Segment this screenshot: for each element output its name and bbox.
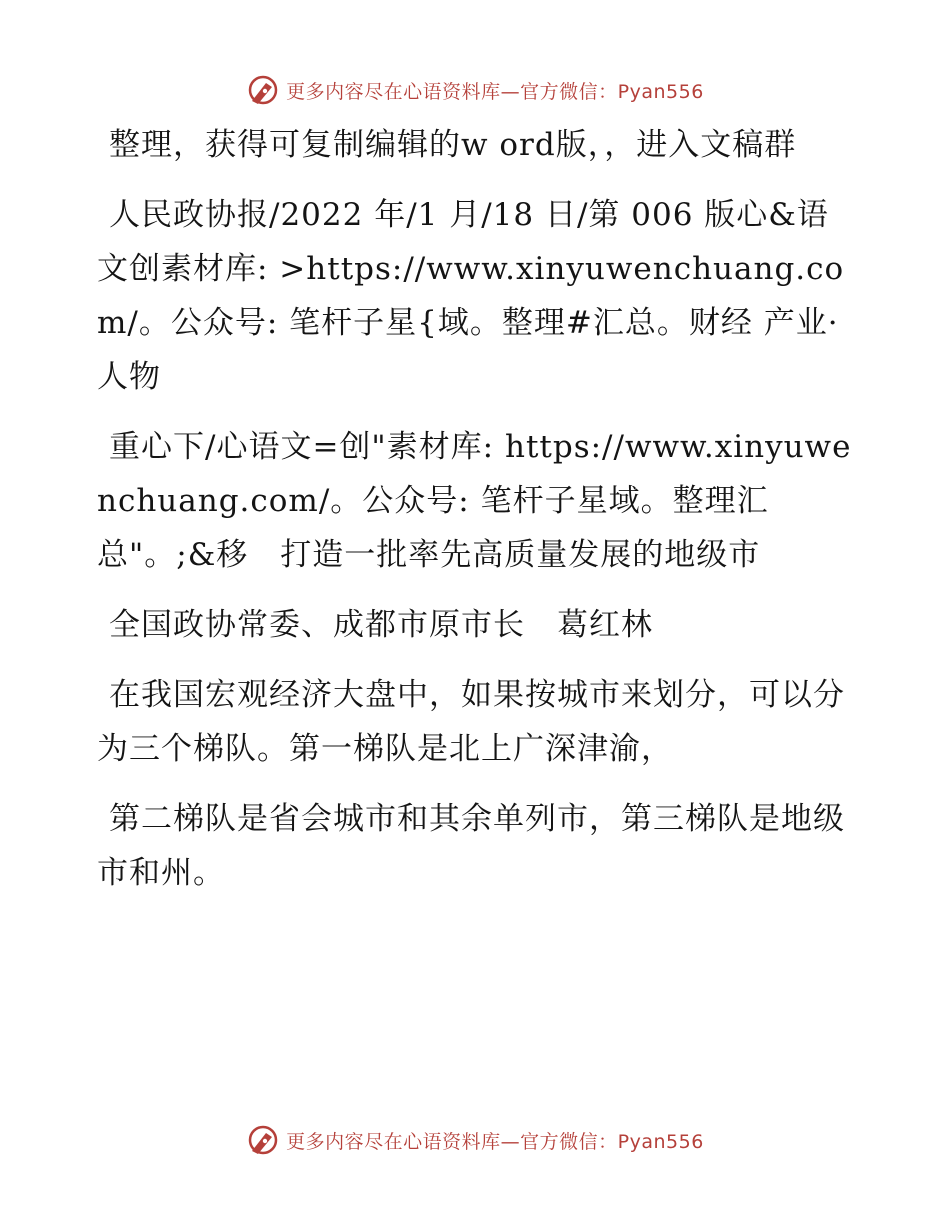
watermark-text: 更多内容尽在心语资料库—官方微信：Pyan556 bbox=[286, 1130, 704, 1153]
footer-watermark bbox=[0, 1118, 950, 1162]
header-watermark bbox=[0, 68, 950, 112]
paragraph-source: 人民政协报/2022 年/1 月/18 日/第 006 版心&语文创素材库: >https://www.xinyuwenchuang.com/。公众号: 笔杆子星{域。整理#汇总。财经 产业· 人物 bbox=[97, 197, 845, 395]
pen-nib-logo-icon bbox=[246, 1123, 280, 1157]
paragraph-body-2: 第二梯队是省会城市和其余单列市，第三梯队是地级市和州。 bbox=[97, 801, 845, 891]
paragraph-author: 全国政协常委、成都市原市长 葛红林 bbox=[109, 607, 653, 643]
paragraph-body-1: 在我国宏观经济大盘中，如果按城市来划分，可以分为三个梯队。第一梯队是北上广深津渝， bbox=[97, 677, 845, 767]
pen-nib-logo-icon bbox=[246, 73, 280, 107]
paragraph-intro: 整理，获得可复制编辑的w ord版，，进入文稿群 bbox=[109, 127, 797, 163]
document-body bbox=[97, 118, 857, 916]
paragraph-title: 重心下/心语文=创"素材库: https://www.xinyuwenchuang.com/。公众号: 笔杆子星域。整理汇总"。;&移 打造一批率先高质量发展的地级市 bbox=[97, 429, 852, 573]
watermark-text: 更多内容尽在心语资料库—官方微信：Pyan556 bbox=[286, 80, 704, 103]
